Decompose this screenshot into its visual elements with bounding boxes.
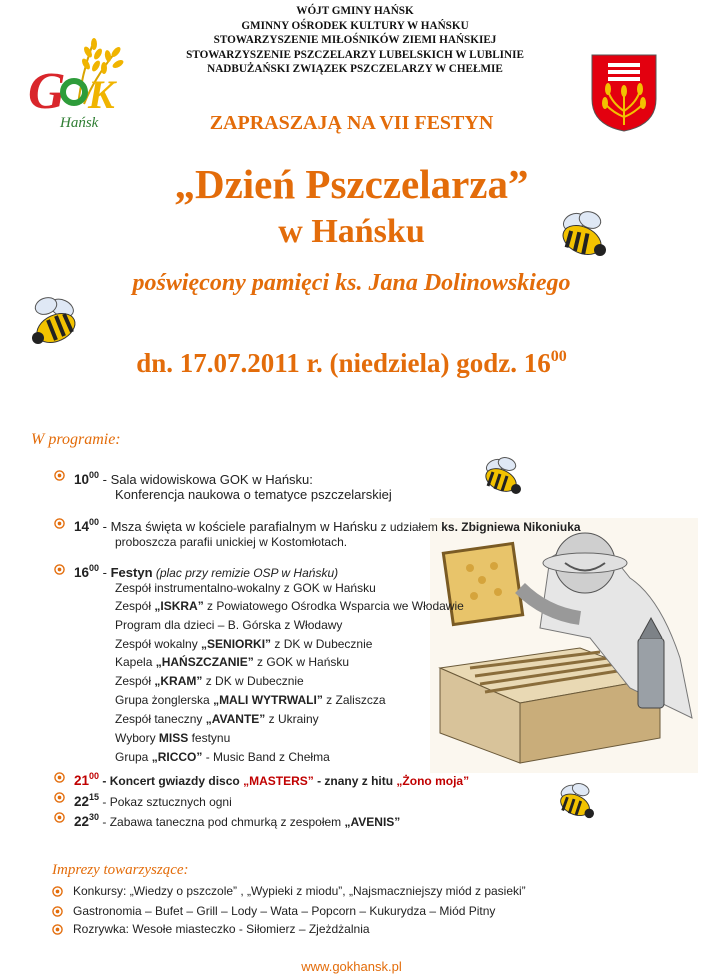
program-text: - Koncert gwiazdy disco <box>99 774 244 788</box>
bee-icon <box>553 782 597 820</box>
flower-bullet-icon <box>54 792 65 803</box>
act-post: - Music Band z Chełma <box>202 750 330 764</box>
date-text: dn. 17.07.2011 r. (niedziela) godz. 16 <box>136 348 551 378</box>
act-name: „HAŃSZCZANIE” <box>155 655 254 669</box>
program-time-min: 30 <box>89 812 100 822</box>
act-pre: Zespół <box>115 599 155 613</box>
act-line <box>115 598 464 614</box>
program-text: - <box>99 565 111 580</box>
program-heading: W programie: <box>31 431 121 448</box>
svg-text:G: G <box>28 63 66 120</box>
extras-item: Rozrywka: Wesołe miasteczko - Siłomierz – Zjeżdżalnia <box>73 922 370 936</box>
act-line <box>115 749 330 765</box>
event-subtitle: w Hańsku <box>278 213 425 250</box>
extras-item: Konkursy: „Wiedzy o pszczole” , „Wypieki z miodu”, „Najsmaczniejszy miód z pasieki” <box>73 884 526 898</box>
act-pre: Zespół taneczny <box>115 712 206 726</box>
flower-bullet-icon <box>54 812 65 823</box>
act-pre: Program dla dzieci – B. Górska z Włodawy <box>115 618 343 632</box>
act-line <box>115 692 386 708</box>
program-time-min: 00 <box>89 517 100 527</box>
date-minutes: 00 <box>550 348 567 365</box>
program-text: - Msza święta w kościele parafialnym w Hańsku <box>99 519 378 534</box>
program-item <box>74 768 469 789</box>
event-title: „Dzień Pszczelarza” <box>174 161 529 207</box>
act-line <box>115 636 372 652</box>
invitation-text: ZAPRASZAJĄ NA VII FESTYN <box>209 112 494 134</box>
website-link[interactable]: www.gokhansk.pl <box>301 959 402 974</box>
organizer-line: STOWARZYSZENIE PSZCZELARZY LUBELSKICH W LUBLINIE <box>186 48 524 61</box>
program-item <box>74 809 400 830</box>
program-time: 21 <box>74 773 90 788</box>
act-line <box>115 711 319 727</box>
act-pre: Zespół <box>115 674 155 688</box>
flower-bullet-icon <box>52 924 63 935</box>
event-date <box>0 348 703 379</box>
bee-icon <box>26 296 84 348</box>
organizer-line: STOWARZYSZENIE MIŁOŚNIKÓW ZIEMI HAŃSKIEJ <box>213 34 497 47</box>
program-text: - Pokaz sztucznych ogni <box>99 795 232 809</box>
organizer-line: WÓJT GMINY HAŃSK <box>296 5 414 17</box>
program-item <box>74 514 581 535</box>
act-pre: Zespół instrumentalno-wokalny z GOK w Hańsku <box>115 581 376 595</box>
act-name: „MALI WYTRWALI” <box>213 693 323 707</box>
program-text-mid: - znany z hitu <box>313 774 397 788</box>
program-time: 22 <box>74 794 90 809</box>
program-time-min: 00 <box>89 563 100 573</box>
program-time-min: 00 <box>89 771 100 781</box>
act-post: z Powiatowego Ośrodka Wsparcia we Włodawie <box>203 599 464 613</box>
act-post: z Zaliszcza <box>322 693 386 707</box>
program-item <box>74 467 313 488</box>
program-text-guest: ks. Zbigniewa Nikoniuka <box>441 520 581 534</box>
bee-icon <box>554 210 610 260</box>
beekeeper-illustration <box>430 518 698 773</box>
act-name: „SENIORKI” <box>201 637 272 651</box>
program-text: - Zabawa taneczna pod chmurką z zespołem <box>99 815 345 829</box>
program-time-min: 15 <box>89 792 100 802</box>
act-pre: Grupa <box>115 750 152 764</box>
act-pre: Zespół wokalny <box>115 637 202 651</box>
program-time: 16 <box>74 565 90 580</box>
hit-song: „Żono moja” <box>396 774 470 788</box>
flower-bullet-icon <box>54 470 65 481</box>
act-line <box>115 580 376 596</box>
program-item <box>74 789 232 810</box>
organizers-block <box>150 4 560 77</box>
flower-bullet-icon <box>52 906 63 917</box>
act-post: z Ukrainy <box>265 712 319 726</box>
program-item <box>74 560 338 581</box>
flower-bullet-icon <box>54 518 65 529</box>
act-name: MISS <box>158 731 189 745</box>
act-line <box>115 673 304 689</box>
headliner-name: „MASTERS” <box>243 774 314 788</box>
act-pre: Kapela <box>115 655 156 669</box>
act-post: z GOK w Hańsku <box>253 655 350 669</box>
program-time-min: 00 <box>89 470 100 480</box>
bee-icon <box>478 456 524 496</box>
band-name: „AVENIS” <box>344 815 401 829</box>
organizer-line: GMINNY OŚRODEK KULTURY W HAŃSKU <box>241 19 469 32</box>
program-text-extra: z udziałem <box>377 520 442 534</box>
festyn-location: (plac przy remizie OSP w Hańsku) <box>152 566 339 580</box>
flower-bullet-icon <box>54 564 65 575</box>
festyn-label: Festyn <box>110 565 153 580</box>
act-line <box>115 730 230 746</box>
organizer-line: NADBUŻAŃSKI ZWIĄZEK PSZCZELARZY W CHEŁMIE <box>207 63 503 76</box>
act-post: festynu <box>188 731 231 745</box>
extras-item: Gastronomia – Bufet – Grill – Lody – Wata – Popcorn – Kukurydza – Miód Pitny <box>73 904 496 918</box>
extras-heading: Imprezy towarzyszące: <box>52 862 189 878</box>
act-name: „KRAM” <box>154 674 203 688</box>
program-time: 10 <box>74 472 90 487</box>
act-name: „ISKRA” <box>154 599 204 613</box>
svg-text:K: K <box>88 72 115 117</box>
flower-bullet-icon <box>52 886 63 897</box>
act-name: „AVANTE” <box>205 712 266 726</box>
act-name: „RICCO” <box>151 750 203 764</box>
act-post: z DK w Dubecznie <box>271 637 373 651</box>
logo-caption: Hańsk <box>60 115 99 131</box>
act-post: z DK w Dubecznie <box>202 674 304 688</box>
program-time: 14 <box>74 519 90 534</box>
program-text: - Sala widowiskowa GOK w Hańsku: <box>99 472 313 487</box>
program-time: 22 <box>74 814 90 829</box>
flower-bullet-icon <box>54 772 65 783</box>
program-item-line2: proboszcza parafii unickiej w Kostomłotach. <box>115 535 348 549</box>
act-pre: Wybory <box>115 731 159 745</box>
act-pre: Grupa żonglerska <box>115 693 214 707</box>
act-line <box>115 617 342 633</box>
program-item-line2: Konferencja naukowa o tematyce pszczelarskiej <box>115 487 392 502</box>
dedication-text: poświęcony pamięci ks. Jana Dolinowskiego <box>132 270 571 296</box>
act-line <box>115 654 349 670</box>
